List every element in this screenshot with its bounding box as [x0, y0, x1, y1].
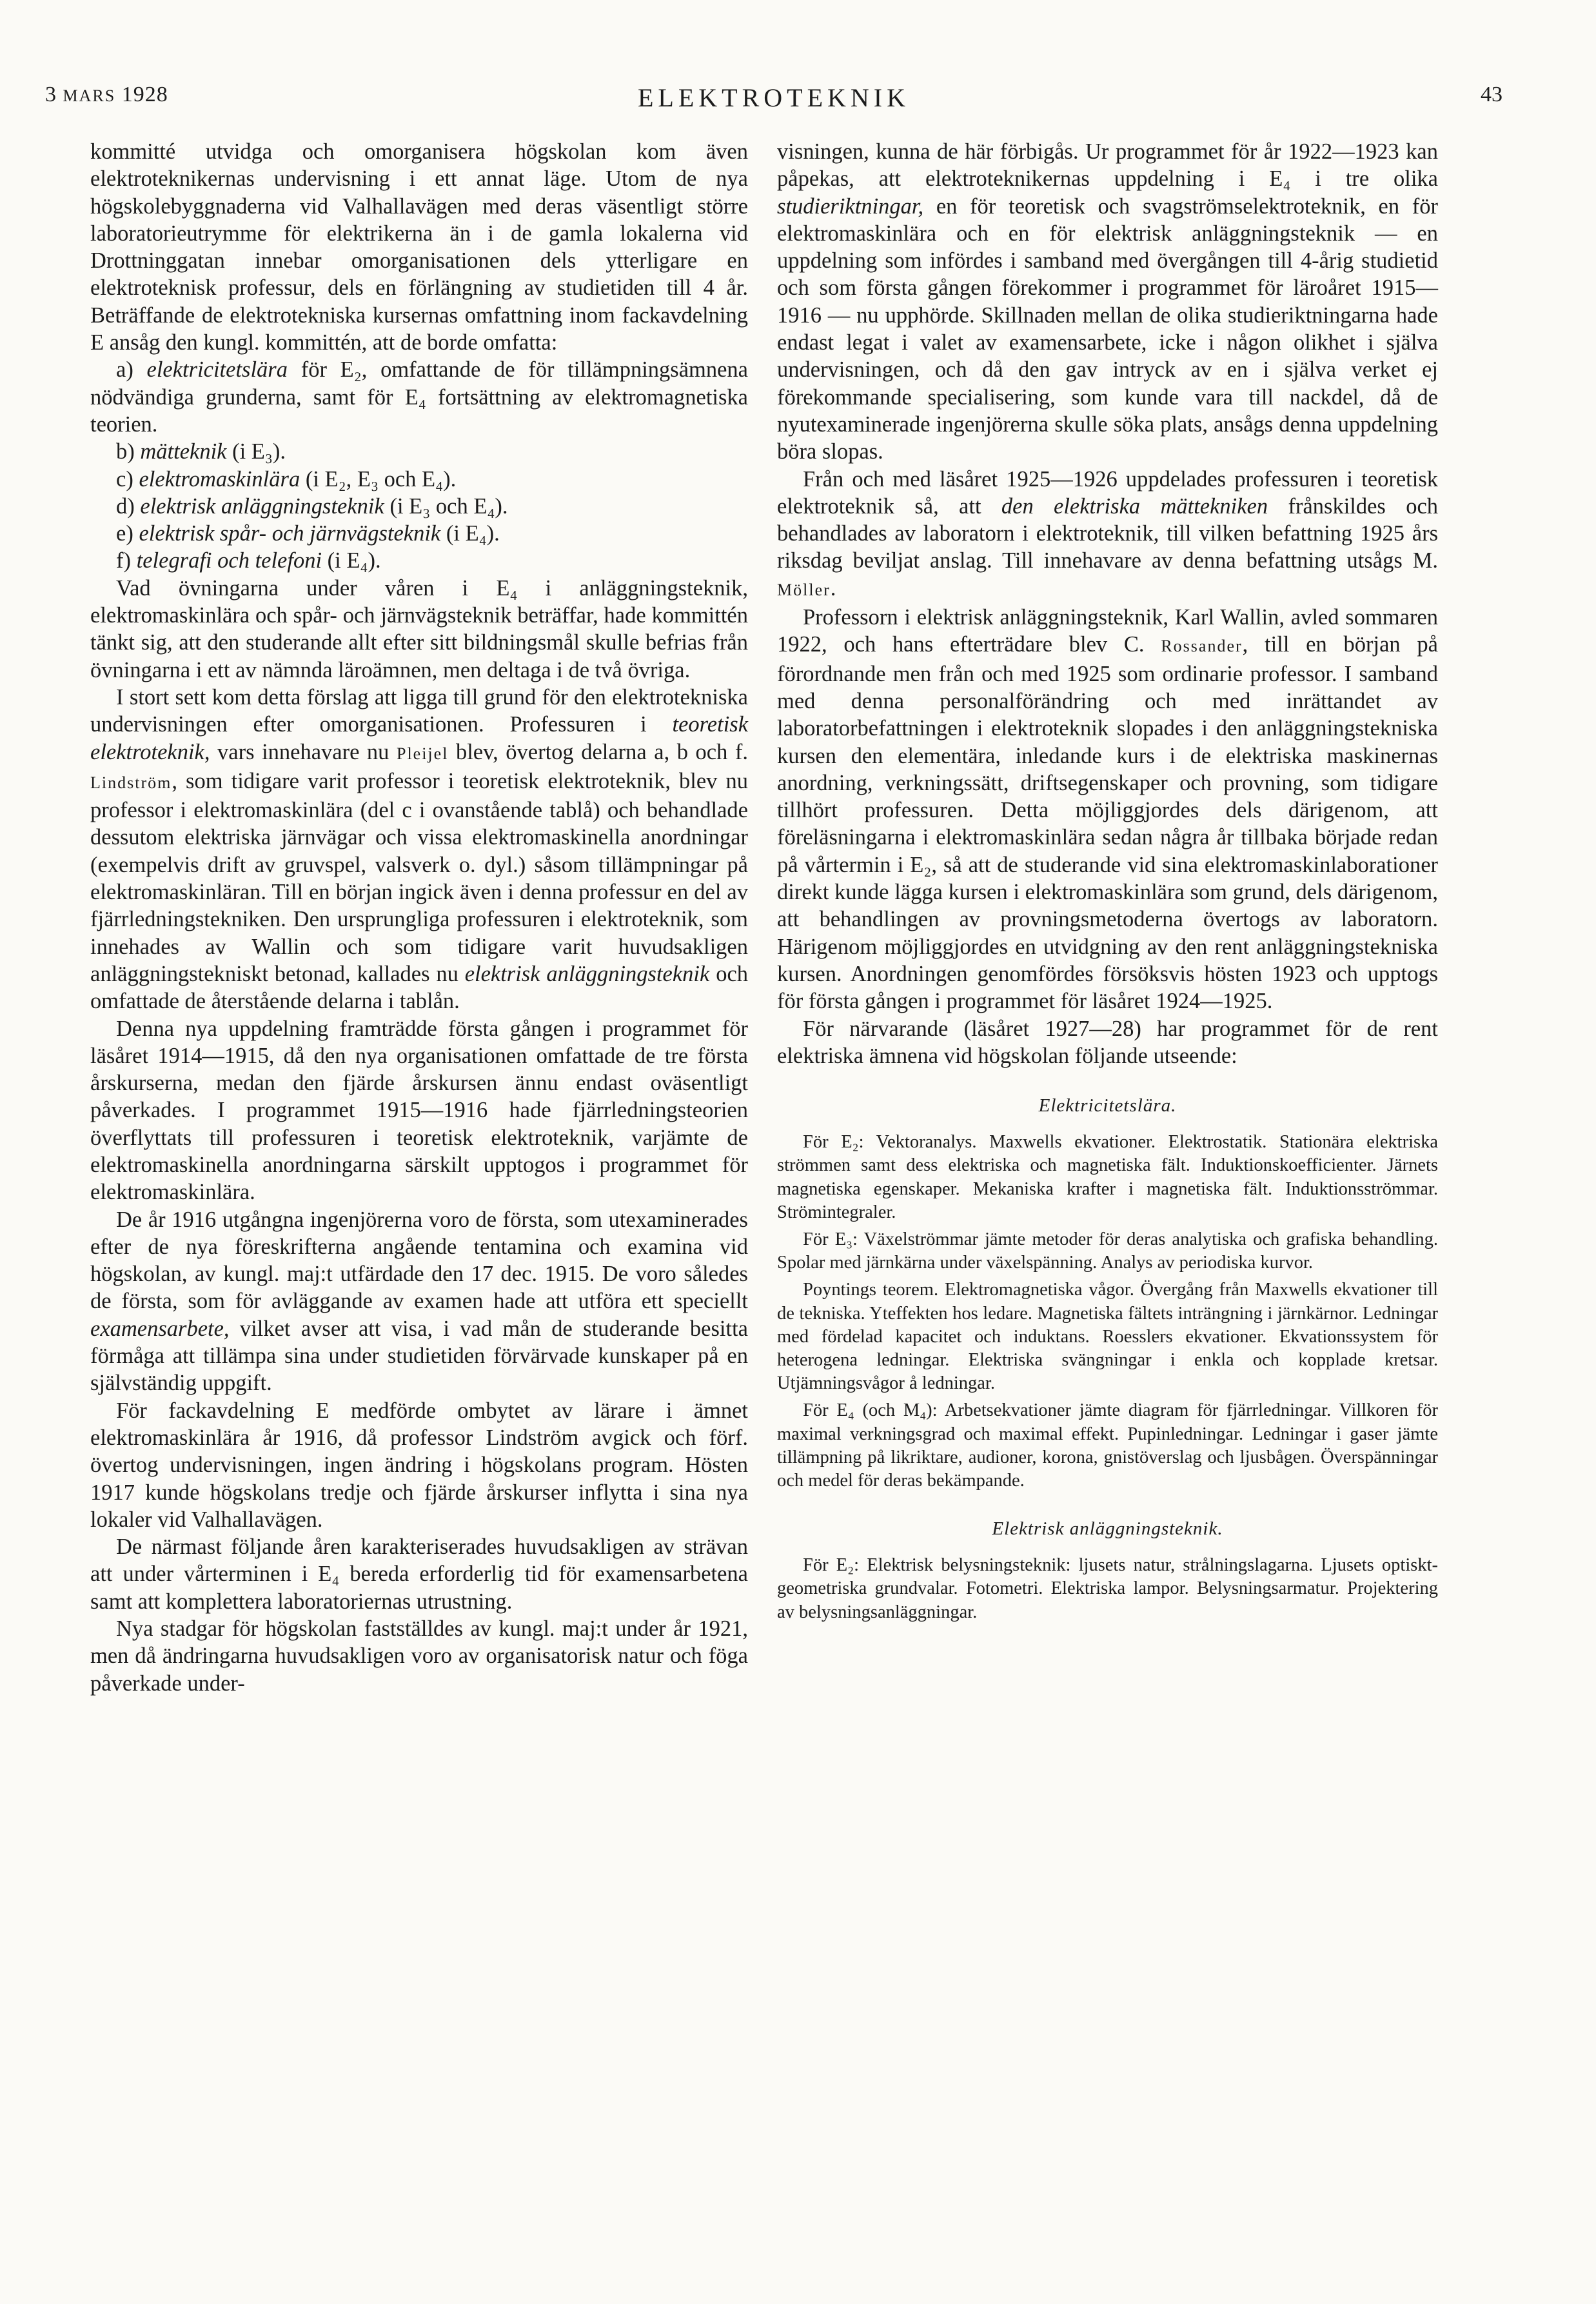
list-item: a) elektricitetslära för E₂, omfattande de för tillämpningsämnena nödvändiga grunderna, samt för E₄ fortsättning av elektromagnetiska teorien. [90, 357, 748, 437]
list-item: f) telegrafi och telefoni (i E₄). [116, 548, 381, 573]
paragraph: visningen, kunna de här förbigås. Ur programmet för år 1922—1923 kan påpekas, att elektroteknikernas uppdelning i E₄ i tre olika studieriktningar, en för teoretisk och svagströmselektroteknik, en för elektromaskinlära och en för elektrisk anläggningsteknik — en uppdelning som infördes i samband med övergången till 4-årig studietid och som första gången förekommer i programmet för läroåret 1915—1916 — nu upphörde. Skillnaden mellan de olika studieriktningarna hade endast legat i valet av examensarbete, icke i någon olikhet i själva undervisningen, och då den gav intryck av en i själva verket ej förekommande specialisering, som kunde vara till nackdel, då de nyutexaminerade ingenjörerna skulle söka plats, ansågs denna uppdelning böra slopas. [777, 139, 1438, 464]
list-item: c) elektromaskinlära (i E₂, E₃ och E₄). [116, 466, 457, 492]
list-item: d) elektrisk anläggningsteknik (i E₃ och E₄). [116, 493, 508, 519]
paragraph: Från och med läsåret 1925—1926 uppdelades professuren i teoretisk elektroteknik så, att den elektriska mättekniken frånskildes och behandlades av laboratorn i elektroteknik, till vilken befattning 1925 års riksdag beviljat anslag. Till innehavare av denna befattning utsågs M. Möller. [777, 466, 1439, 601]
section-heading: Elektricitetslära. [1038, 1095, 1177, 1117]
left-column [90, 138, 748, 1697]
issue-date: 3 MARS 1928 [45, 83, 168, 106]
page-number: 43 [1481, 83, 1502, 106]
course-section [777, 1131, 1438, 1493]
paragraph: Professorn i elektrisk anläggningsteknik, Karl Wallin, avled sommaren 1922, och hans efterträdare blev C. Rossander, till en början på förordnande men från och med 1925 som ordinarie professor. I samband med denna personalförändring och med inrättandet av laboratorbefattningen i elektroteknik slopades i den anläggningstekniska kursen den elementära, inledande kurs i de elektriska maskinernas anordning, verkningssätt, driftsegenskaper och provning, som tidigare tillhört professuren. Detta möjliggjordes dels därigenom, att föreläsningarna i elektromaskinlära sedan några år tillbaka började redan på vårtermin i E₂, så att de studerande vid sina elektromaskinlaborationer direkt kunde lägga kursen i elektromaskinlära som grund, dels därigenom, att behandlingen av provningsmetoderna övertogs av laboratorn. Härigenom möjliggjordes en utvidgning av den rent anläggningstekniska kursen. Anordningen genomfördes försöksvis hösten 1923 och upptogs för första gången i programmet för läsåret 1924—1925. [777, 605, 1438, 1014]
course-paragraph: Poyntings teorem. Elektromagnetiska vågor. Övergång från Maxwells ekvationer till de tekniska. Yteffekten hos ledare. Magnetiska fältets inträngning i järnkärnor. Ledningar med fördelad kapacitet och induktans. Roesslers ekvationer. Ekvationssystem för heterogena ledningar. Elektriska svängningar i enkla och kopplade kretsar. Utjämningsvågor å ledningar. [777, 1280, 1438, 1394]
course-paragraph: För E₃: Växelströmmar jämte metoder för deras analytiska och grafiska behandling. Spolar med järnkärna under växelspänning. Analys av periodiska kurvor. [777, 1229, 1438, 1273]
paragraph: Denna nya uppdelning framträdde första gången i programmet för läsåret 1914—1915, då den nya organisationen omfattade de tre första årskurserna, medan den fjärde årskursen ännu endast oväsentligt påverkades. I programmet 1915—1916 hade fjärrledningsteorien överflyttats till professuren i teoretisk elektroteknik, varjämte de elektromaskinella anordningarna särskilt upptogos i programmet för elektromaskinlära. [90, 1016, 748, 1205]
paragraph: För fackavdelning E medförde ombytet av lärare i ämnet elektromaskinlära år 1916, då professor Lindström avgick och förf. övertog undervisningen, ingen ändring i högskolans program. Hösten 1917 kunde högskolans tredje och fjärde årskurser inflytta i sina nya lokaler vid Valhallavägen. [90, 1398, 748, 1532]
paragraph: Nya stadgar för högskolan fastställdes av kungl. maj:t under år 1921, men då ändringarna huvudsakligen voro av organisatorisk natur och föga påverkade under- [90, 1616, 748, 1696]
page-header [45, 83, 1502, 121]
list-item: e) elektrisk spår- och järnvägsteknik (i E₄). [116, 521, 500, 546]
list-item: b) mätteknik (i E₃). [116, 439, 286, 464]
paragraph: Vad övningarna under våren i E₄ i anläggningsteknik, elektromaskinlära och spår- och järnvägsteknik beträffar, hade kommittén tänkt sig, att den studerande allt efter sitt bildningsmål skulle befrias från övningarna i ett av nämnda läroämnen, men deltaga i de två övriga. [90, 575, 748, 682]
paragraph: För närvarande (läsåret 1927—28) har programmet för de rent elektriska ämnena vid högskolan följande utseende: [777, 1016, 1438, 1068]
course-paragraph: För E₂: Elektrisk belysningsteknik: ljusets natur, strålningslagarna. Ljusets optiskt-geometriska grundvalar. Fotometri. Elektriska lampor. Belysningsarmatur. Projektering av belysningsanläggningar. [777, 1555, 1438, 1622]
journal-title: ELEKTROTEKNIK [637, 83, 911, 112]
paragraph: De närmast följande åren karakteriserades huvudsakligen av strävan att under vårterminen i E₄ bereda erforderlig tid för examensarbetena samt att komplettera laboratoriernas utrustning. [90, 1534, 748, 1614]
course-section [777, 1554, 1438, 1624]
course-paragraph: För E₄ (och M₄): Arbetsekvationer jämte diagram för fjärrledningar. Villkoren för maximal verkningsgrad och maximal effekt. Pupinledningar. Ledningar i gaser jämte tillämpning på likriktare, audioner, korona, gnistöverslag och ljusbågen. Överspänningar och medel för deras bekämpande. [777, 1400, 1438, 1491]
course-paragraph: För E₂: Vektoranalys. Maxwells ekvationer. Elektrostatik. Stationära elektriska strömmen samt dess elektriska och magnetiska fält. Induktionskoefficienter. Järnets magnetiska egenskaper. Mekaniska krafter i magnetiska fält. Induktionsströmmar. Strömintegraler. [777, 1132, 1438, 1222]
section-heading: Elektrisk anläggningsteknik. [992, 1518, 1223, 1540]
paragraph: De år 1916 utgångna ingenjörerna voro de första, som utexaminerades efter de nya föreskrifterna angående tentamina och examina vid högskolan, av kungl. maj:t utfärdade den 17 dec. 1915. De voro således de första, som för avläggande av examen hade att utföra ett speciellt examensarbete, vilket avser att visa, i vad mån de studerande besitta förmåga att tillämpa sina under studietiden förvärvade kunskaper på en självständig uppgift. [90, 1207, 748, 1396]
right-column [777, 138, 1438, 1624]
paragraph: I stort sett kom detta förslag att ligga till grund för den elektrotekniska undervisningen efter omorganisationen. Professuren i teoretisk elektroteknik, vars innehavare nu Pleijel blev, övertog delarna a, b och f. Lindström, som tidigare varit professor i teoretisk elektroteknik, blev nu professor i elektromaskinlära (del c i ovanstående tablå) och behandlade dessutom elektriska järnvägar och vissa elektromaskinella anordningar (exempelvis drift av gruvspel, valsverk o. dyl.) såsom tillämpningar på elektromaskinläran. Till en början ingick även i denna professur en del av fjärrledningstekniken. Den ursprungliga professuren i elektroteknik, som innehades av Wallin och som tidigare varit huvudsakligen anläggningstekniskt betonad, kallades nu elektrisk anläggningsteknik och omfattade de återstående delarna i tablån. [90, 684, 749, 1014]
paragraph: kommitté utvidga och omorganisera högskolan kom även elektroteknikernas undervisning i ett annat läge. Utom de nya högskolebyggnaderna vid Valhallavägen med deras väsentligt större laboratorieutrymme för elektrikerna än i de gamla lokalerna vid Drottninggatan innebar omorganisationen dels ytterligare en elektroteknisk professur, dels en förlängning av studietiden till 4 år. Beträffande de elektrotekniska kursernas omfattning inom fackavdelning E ansåg den kungl. kommittén, att de borde omfatta: [90, 139, 748, 355]
